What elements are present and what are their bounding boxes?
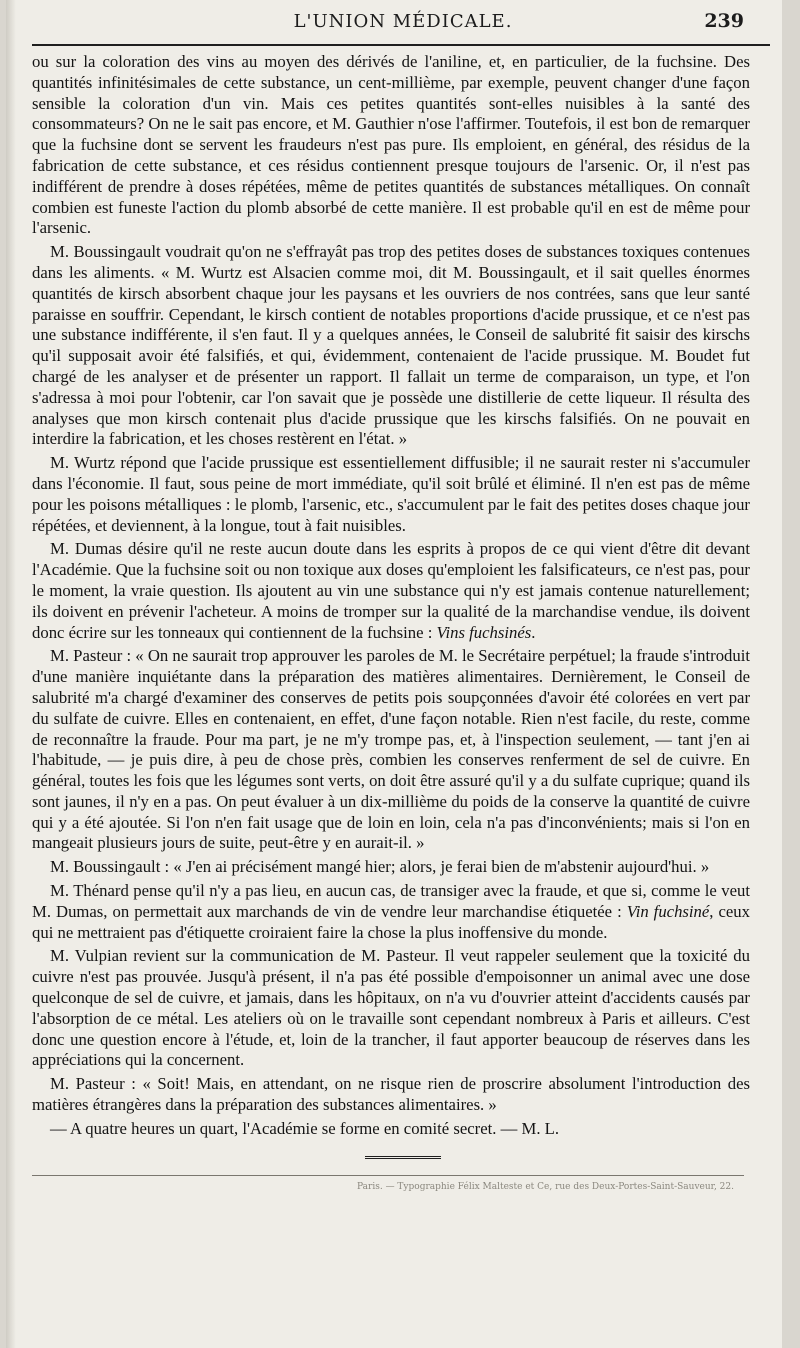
dumas-text: M. Dumas désire qu'il ne reste aucun doute dans les esprits à propos de ce qui vient d'être dit devant l'Académie. Que la fuchsine soit ou non toxique aux doses qu'emploient les falsificateurs, ce n'est pas, pour le moment, la vraie question. Ils ajoutent au vin une substance qui n'y est jamais contenue naturellement; ils doivent en prévenir l'acheteur. A moins de tromper sur la qualité de la marchandise vendue, ils doivent donc écrire sur les tonneaux qui contiennent de la fuchsine :	[32, 539, 750, 642]
paragraph-dumas	[32, 539, 750, 643]
dumas-italic-label: Vins fuchsinés	[436, 622, 532, 642]
printer-imprint: Paris. — Typographie Félix Malteste et Ce, rue des Deux-Portes-Saint-Sauveur, 22.	[357, 1181, 734, 1192]
running-title: L'UNION MÉDICALE.	[293, 11, 513, 32]
paragraph-wurtz-reply: M. Wurtz répond que l'acide prussique est essentiellement diffusible; il ne saurait rester ni s'accumuler dans l'économie. Il faut, sous peine de mort immédiate, qu'il soit brûlé et éliminé. Il n'en est pas de même pour les poisons métalliques : le plomb, l'arsenic, etc., s'accumulent par le fait des petites doses chaque jour répétées, et deviennent, à la longue, tout à fait nuisibles.	[32, 453, 750, 535]
header-rule	[32, 44, 770, 46]
document-page	[6, 0, 782, 1348]
paragraph-aniline-fuchsine: ou sur la coloration des vins au moyen des dérivés de l'aniline, et, en particulier, de la fuchsine. Des quantités infinitésimales de cette substance, un cent-millième, par exemple, peuvent changer d'une façon sensible la coloration d'un vin. Mais ces petites quantités sont-elles nuisibles à la santé des consommateurs? On ne le sait pas encore, et M. Gauthier n'ose l'affirmer. Toutefois, il est bon de remarquer que la fuchsine dont se servent les fraudeurs n'est pas pure. Ils emploient, en général, des résidus de la fabrication de cette substance, et ces résidus contiennent presque toujours de l'arsenic. Or, il n'est pas indifférent de prendre à doses répétées, même de petites quantités de substances métalliques. On connaît combien est funeste l'action du plomb absorbé de cette manière. Il est probable qu'il en est de même pour l'arsenic.	[32, 52, 750, 238]
paragraph-boussingault-reply: M. Boussingault : « J'en ai précisément mangé hier; alors, je ferai bien de m'abstenir aujourd'hui. »	[50, 857, 710, 877]
thenard-text-end: , ceux qui ne mettraient pas d'étiquette croiraient faire la chose la plus inoffensive du monde.	[32, 901, 750, 942]
paragraph-thenard	[32, 881, 750, 943]
page-number: 239	[704, 10, 744, 32]
paragraph-vulpian: M. Vulpian revient sur la communication de M. Pasteur. Il veut rappeler seulement que la toxicité du cuivre n'est pas prouvée. Jusqu'à présent, il n'a pas été possible d'empoisonner un animal avec une dose quelconque de sel de cuivre, et jamais, dans les hôpitaux, on n'a vu d'ouvrier atteint d'accidents causés par l'absorption de ce métal. Les ateliers où on le travaille sont cependant nombreux à Paris et ailleurs. C'est donc une question encore à l'étude, et, loin de la trancher, il faut apporter beaucoup de réserves dans les appréciations qui la concernent.	[32, 946, 750, 1070]
paragraph-boussingault-kirsch: M. Boussingault voudrait qu'on ne s'effrayât pas trop des petites doses de substances toxiques contenues dans les aliments. « M. Wurtz est Alsacien comme moi, dit M. Boussingault, et il sait quelles énormes quantités de kirsch absorbent chaque jour les paysans et les ouvriers de nos contrées, sans que leur santé paraisse en souffrir. Cependant, le kirsch contient de notables proportions d'acide prussique, et ce n'est pas une substance indifférente, il s'en faut. Il y a quelques années, le Conseil de salubrité fit saisir des kirschs qu'il supposait avoir été falsifiés, et qui, évidemment, contenaient de l'acide prussique. M. Boudet fut chargé de les analyser et de présenter un rapport. Il fallait un terme de comparaison, un type, et l'on s'adressa à moi pour l'obtenir, car l'on savait que je possède une distillerie de cette liqueur. Il résulta des analyses que mon kirsch contenait plus d'acide prussique que les kirschs falsifiés. On ne pouvait en interdire la fabrication, et les choses restèrent en l'état. »	[32, 242, 750, 449]
article-body	[32, 52, 774, 1140]
paragraph-pasteur-reply: M. Pasteur : « Soit! Mais, en attendant, on ne risque rien de proscrire absolument l'introduction des matières étrangères dans la préparation des substances alimentaires. »	[32, 1074, 750, 1115]
paragraph-pasteur-conserves: M. Pasteur : « On ne saurait trop approuver les paroles de M. le Secrétaire perpétuel; la fraude s'introduit d'une manière inquiétante dans la préparation des matières alimentaires. Dernièrement, le Conseil de salubrité m'a chargé d'examiner des conserves de petits pois soupçonnées d'avoir été colorées en vert par du sulfate de cuivre. Elles en contenaient, en effet, d'une façon notable. Rien n'est facile, du reste, comme de reconnaître la fraude. Pour ma part, je ne m'y trompe pas, et, à l'inspection seulement, — tant j'en ai l'habitude, — je puis dire, à peu de chose près, combien les conserves renferment de sel de cuivre. En général, toutes les fois que les légumes sont verts, on doit être assuré qu'il y a du sulfate cuprique; quand ils sont jaunes, il n'y en a pas. On peut évaluer à un dix-millième du poids de la conserve la quantité de cuivre qui y a été ajoutée. Si l'on n'en fait usage que de loin en loin, cela n'a pas d'inconvénients; mais si l'on en mangeait plusieurs jours de suite, peut-être y en aurait-il. »	[32, 646, 750, 853]
dumas-text-end: .	[531, 622, 536, 642]
footer-rule	[32, 1175, 744, 1176]
thenard-text: M. Thénard pense qu'il n'y a pas lieu, en aucun cas, de transiger avec la fraude, et que si, comme le veut M. Dumas, on permettait aux marchands de vin de vendre leur marchandise étiquetée :	[32, 881, 750, 921]
page-header	[32, 6, 774, 44]
paragraph-closing: — A quatre heures un quart, l'Académie se forme en comité secret. — M. L.	[50, 1118, 560, 1138]
section-divider	[365, 1156, 441, 1159]
thenard-italic-label: Vin fuchsiné	[626, 901, 710, 921]
